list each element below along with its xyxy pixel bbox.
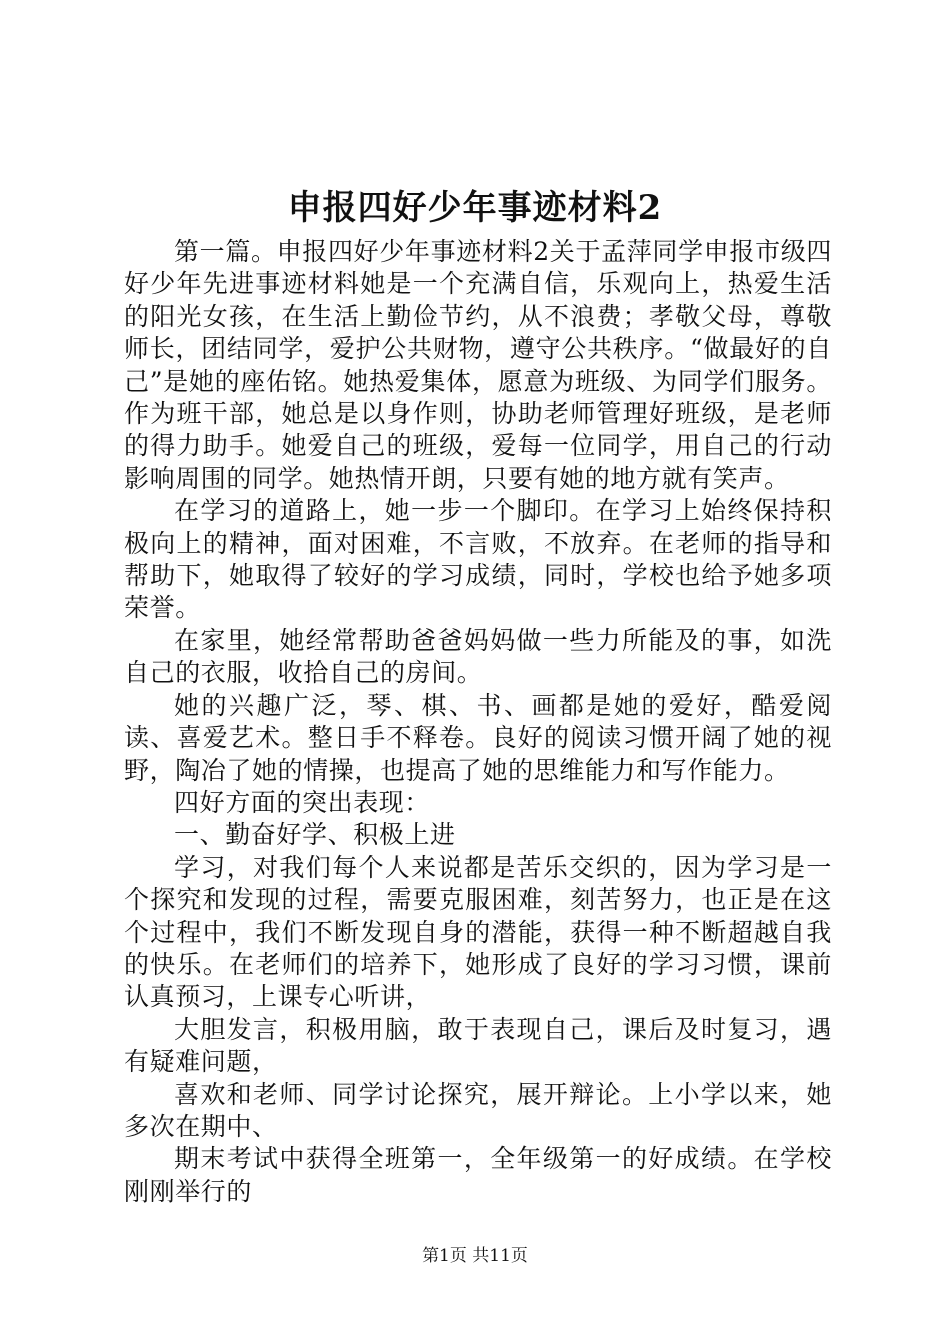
- paragraph: 她的兴趣广泛，琴、棋、书、画都是她的爱好，酷爱阅读、喜爱艺术。整日手不释卷。良好的阅读习惯开阔了她的视野，陶冶了她的情操，也提高了她的思维能力和写作能力。: [124, 690, 832, 785]
- paragraph: 在学习的道路上，她一步一个脚印。在学习上始终保持积极向上的精神，面对困难，不言败，不放弃。在老师的指导和帮助下，她取得了较好的学习成绩，同时，学校也给予她多项荣誉。: [124, 496, 832, 623]
- paragraph: 四好方面的突出表现：: [174, 787, 431, 817]
- paragraph: 第一篇。申报四好少年事迹材料2关于孟萍同学申报市级四好少年先进事迹材料她是一个充满自信，乐观向上，热爱生活的阳光女孩，在生活上勤俭节约，从不浪费；孝敬父母，尊敬师长，团结同学，爱护公共财物，遵守公共秩序。“做最好的自己”是她的座佑铭。她热爱集体，愿意为班级、为同学们服务。作为班干部，她总是以身作则，协助老师管理好班级，是老师的得力助手。她爱自己的班级，爱每一位同学，用自己的行动影响周围的同学。她热情开朗，只要有她的地方就有笑声。: [124, 237, 832, 493]
- document-title: 申报四好少年事迹材料2: [287, 188, 663, 228]
- paragraph: 大胆发言，积极用脑，敢于表现自己，课后及时复习，遇有疑难问题，: [124, 1014, 832, 1077]
- paragraph: 学习，对我们每个人来说都是苦乐交织的，因为学习是一个探究和发现的过程，需要克服困难，刻苦努力，也正是在这个过程中，我们不断发现自身的潜能，获得一种不断超越自我的快乐。在老师们的培养下，她形成了良好的学习习惯，课前认真预习，上课专心听讲，: [124, 852, 832, 1012]
- paragraph: 喜欢和老师、同学讨论探究，展开辩论。上小学以来，她多次在期中、: [124, 1079, 832, 1141]
- page-number-footer: 第1页 共11页: [422, 1246, 528, 1266]
- paragraph: 在家里，她经常帮助爸爸妈妈做一些力所能及的事，如洗自己的衣服，收拾自己的房间。: [124, 625, 832, 688]
- paragraph: 期末考试中获得全班第一，全年级第一的好成绩。在学校刚刚举行的: [124, 1144, 832, 1206]
- section-heading: 一、勤奋好学、积极上进: [174, 820, 456, 850]
- document-body: [124, 236, 832, 1208]
